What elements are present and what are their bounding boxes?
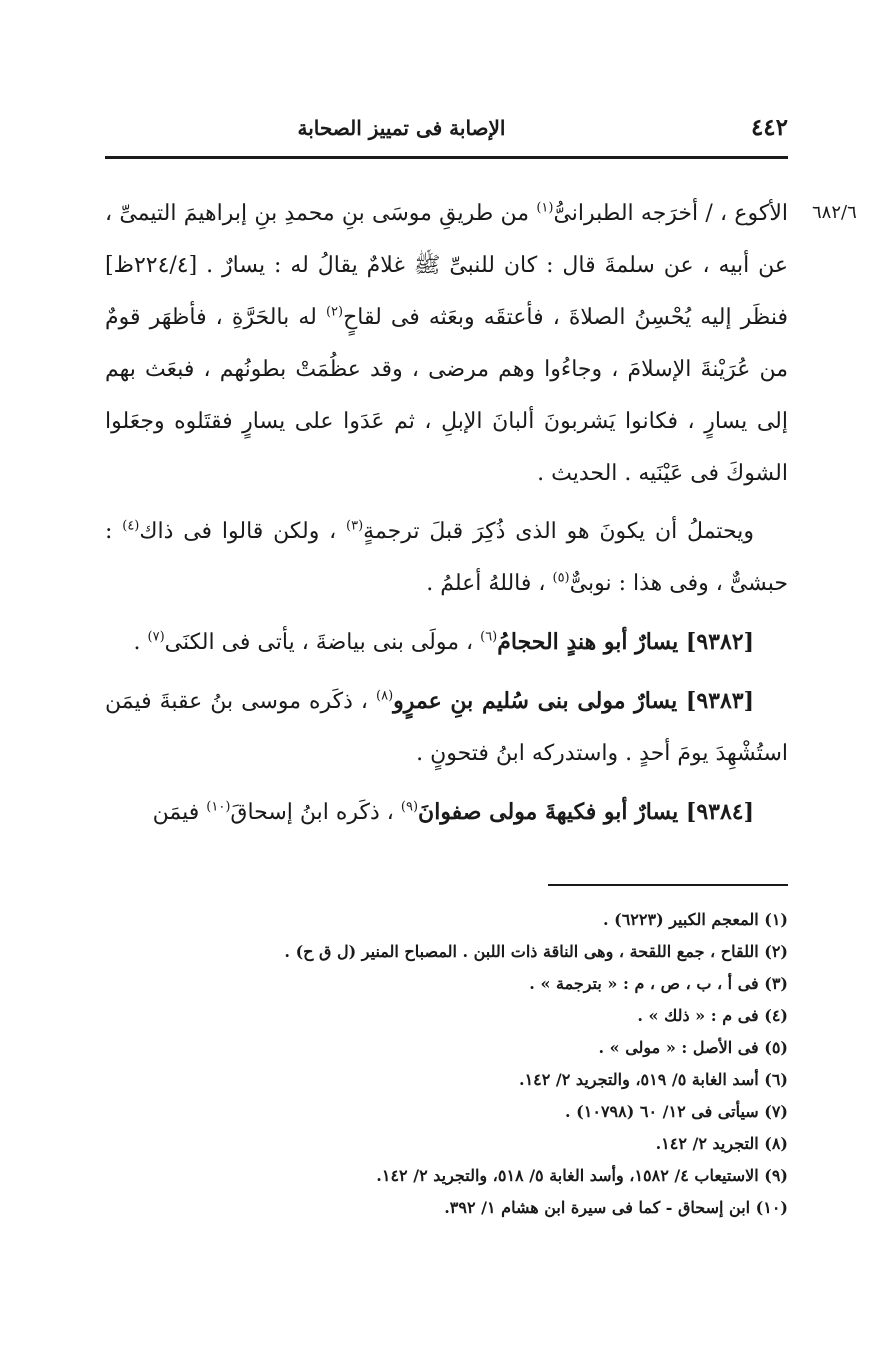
footnote-marker[interactable]: (١٠) [206,799,231,815]
footnote: (١) المعجم الكبير (٦٢٢٣) . [602,910,788,929]
footnote: (٦) أسد الغابة ٥/ ٥١٩، والتجريد ٢/ ١٤٢. [518,1070,788,1089]
footnote: (١٠) ابن إسحاق - كما فى سيرة ابن هشام ١/ ٣٩٢. [444,1198,788,1217]
footnote-marker[interactable]: (١) [536,200,554,216]
main-text [105,188,788,839]
entry-9382: [٩٣٨٢] يسارٌ أبو هندٍ الحجامُ$^{(٦)}$ ، مولَى بنى بياضةَ ، يأتى فى الكنَى$^{(٧)}$ . [133,629,754,655]
footnote-marker[interactable]: (٧) [147,629,165,645]
entry-heading: [٩٣٨٣] يسارٌ مولى بنى سُليم بنِ عمرٍو [393,688,754,714]
page-number: ٤٤٢ [750,114,788,141]
footnote: (٤) فى م : « ذلك » . [637,1006,788,1025]
header-rule [105,156,788,159]
footnote-rule [548,884,788,886]
footnote: (٣) فى أ ، ب ، ص ، م : « بترجمة » . [529,974,788,993]
footnote-marker[interactable]: (٩) [400,799,419,815]
footnote-marker[interactable]: (٢) [325,304,344,320]
footnotes [105,904,788,1224]
entry-heading: [٩٣٨٢] يسارٌ أبو هندٍ الحجامُ [497,629,754,655]
footnote: (٨) التجريد ٢/ ١٤٢. [655,1134,788,1153]
running-header [105,110,788,146]
footnote: (٧) سيأتى فى ١٢/ ٦٠ (١٠٧٩٨) . [565,1102,788,1121]
entry-heading: [٩٣٨٤] يسارٌ أبو فكيهةَ مولى صفوانَ [418,799,754,825]
book-title: الإصابة فى تمييز الصحابة [297,116,506,140]
entry-9383: [٩٣٨٣] يسارٌ مولى بنى سُليم بنِ عمرٍو$^{(٨)}$ ، ذكَره موسى بنُ عقبةَ فيمَن استُشْهِدَ يومَ أحدٍ . واستدركه ابنُ فتحونٍ . [105,688,788,766]
footnote: (٩) الاستيعاب ٤/ ١٥٨٢، وأسد الغابة ٥/ ٥١٨، والتجريد ٢/ ١٤٢. [376,1166,788,1185]
footnote-marker[interactable]: (٣) [346,518,364,534]
footnote-marker[interactable]: (٥) [552,570,570,586]
margin-reference: ٦٨٢/٦ [812,202,857,223]
footnote-marker[interactable]: (٤) [122,518,140,534]
entry-9384: [٩٣٨٤] يسارٌ أبو فكيهةَ مولى صفوانَ$^{(٩)}$ ، ذكَره ابنُ إسحاقَ$^{(١٠)}$ فيمَن [152,799,754,825]
footnote-marker[interactable]: (٨) [376,688,394,704]
paragraph: ويحتملُ أن يكونَ هو الذى ذُكِرَ قبلَ ترجمةٍ$^{(٣)}$ ، ولكن قالوا فى ذاك$^{(٤)}$ : حبشىٌّ ، وفى هذا : نوبىٌّ$^{(٥)}$ ، فاللهُ أعلمُ . [105,518,788,596]
paragraph: الأكوع ، / أخرَجه الطبرانىُّ$^{(١)}$ من طريقِ موسَى بنِ محمدِ بنِ إبراهيمَ التيمىِّ ، عن أبيه ، عن سلمةَ قال : كان للنبىِّ ﷺ غلامٌ يقالُ له : يسارٌ . [٢٢٤/٤ظ] فنظَر إليه يُحْسِنُ الصلاةَ ، فأعتقَه وبعَثه فى لقاحٍ$^{(٢)}$ له بالحَرَّةِ ، فأظهَر قومٌ من عُرَيْنةَ الإسلامَ ، وجاءُوا وهم مرضى ، وقد عظُمَتْ بطونُهم ، فبعَث بهم إلى يسارٍ ، فكانوا يَشربونَ ألبانَ الإبلِ ، ثم عَدَوا على يسارٍ فقتَلوه وجعَلوا الشوكَ فى عَيْنَيه . الحديث . [105,200,788,486]
footnote: (٥) فى الأصل : « مولى » . [598,1038,788,1057]
footnote: (٢) اللقاح ، جمع اللقحة ، وهى الناقة ذات اللبن . المصباح المنير (ل ق ح) . [284,942,788,961]
footnote-marker[interactable]: (٦) [480,629,498,645]
